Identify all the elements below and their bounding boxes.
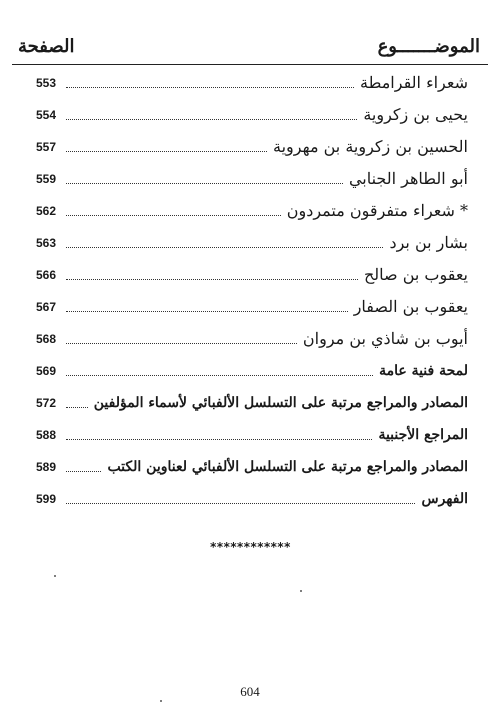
toc-entry-title: أيوب بن شاذي بن مروان bbox=[302, 329, 468, 348]
toc-entry-page: 567 bbox=[36, 300, 57, 314]
page-column-heading: الصفحة bbox=[18, 36, 75, 57]
scan-speck bbox=[160, 700, 162, 702]
toc-entry bbox=[36, 134, 468, 158]
toc-entry-title: * شعراء متفرقون متمردون bbox=[286, 201, 468, 220]
toc-entry-page: 553 bbox=[36, 76, 57, 90]
toc-entry-page: 557 bbox=[36, 140, 57, 154]
toc-entry-page: 568 bbox=[36, 332, 57, 346]
toc-entry-title: الفهرس bbox=[421, 491, 468, 507]
toc-header bbox=[12, 34, 488, 65]
toc-entry-page: 572 bbox=[36, 396, 57, 410]
toc-entry bbox=[36, 198, 468, 222]
toc-entry-title: يعقوب بن الصفار bbox=[353, 297, 468, 316]
dot-leader bbox=[66, 279, 358, 280]
dot-leader bbox=[66, 343, 297, 344]
toc-entry bbox=[36, 422, 468, 446]
toc-entry-title: المصادر والمراجع مرتبة على التسلسل الألفبائي لعناوين الكتب bbox=[107, 459, 468, 475]
toc-entry-title: لمحة فنية عامة bbox=[379, 363, 468, 379]
section-separator: ************ bbox=[209, 540, 291, 554]
scan-speck bbox=[300, 590, 302, 592]
dot-leader bbox=[66, 151, 267, 152]
page-number: 604 bbox=[240, 684, 260, 699]
toc-entry bbox=[36, 262, 468, 286]
toc-entry bbox=[36, 358, 468, 382]
toc-entry bbox=[36, 454, 468, 478]
toc-entry-page: 588 bbox=[36, 428, 57, 442]
toc-entry-title: يحيى بن زكروية bbox=[363, 105, 468, 124]
dot-leader bbox=[66, 439, 372, 440]
dot-leader bbox=[66, 87, 354, 88]
toc-entry-page: 562 bbox=[36, 204, 57, 218]
toc-entry bbox=[36, 486, 468, 510]
toc-entry-title: المصادر والمراجع مرتبة على التسلسل الألفبائي لأسماء المؤلفين bbox=[93, 395, 468, 411]
dot-leader bbox=[66, 407, 88, 408]
dot-leader bbox=[66, 503, 415, 504]
toc-entry bbox=[36, 326, 468, 350]
toc-entry bbox=[36, 294, 468, 318]
toc-entry-title: المراجع الأجنبية bbox=[378, 427, 468, 443]
toc-entry-page: 589 bbox=[36, 460, 57, 474]
dot-leader bbox=[66, 119, 357, 120]
toc-entry bbox=[36, 230, 468, 254]
dot-leader bbox=[66, 247, 383, 248]
toc-entry-page: 566 bbox=[36, 268, 57, 282]
toc-entry-title: الحسين بن زكروية بن مهروية bbox=[273, 137, 468, 156]
toc-entry bbox=[36, 166, 468, 190]
scan-speck bbox=[54, 575, 56, 577]
dot-leader bbox=[66, 215, 281, 216]
topic-column-heading: الموضـــــــوع bbox=[377, 36, 480, 57]
dot-leader bbox=[66, 471, 101, 472]
toc-entry bbox=[36, 390, 468, 414]
toc-entry-page: 563 bbox=[36, 236, 57, 250]
dot-leader bbox=[66, 183, 343, 184]
toc-entry-title: أبو الطاهر الجنابي bbox=[348, 169, 468, 188]
toc-entry-page: 599 bbox=[36, 492, 57, 506]
dot-leader bbox=[66, 375, 373, 376]
toc-entry bbox=[36, 70, 468, 94]
toc-entry-title: شعراء القرامطة bbox=[360, 73, 468, 92]
toc-entry-page: 559 bbox=[36, 172, 57, 186]
toc-entry bbox=[36, 102, 468, 126]
toc-entry-page: 554 bbox=[36, 108, 57, 122]
toc-entry-title: بشار بن برد bbox=[389, 233, 468, 252]
toc-entry-title: يعقوب بن صالح bbox=[363, 265, 468, 284]
toc-entry-page: 569 bbox=[36, 364, 57, 378]
dot-leader bbox=[66, 311, 348, 312]
